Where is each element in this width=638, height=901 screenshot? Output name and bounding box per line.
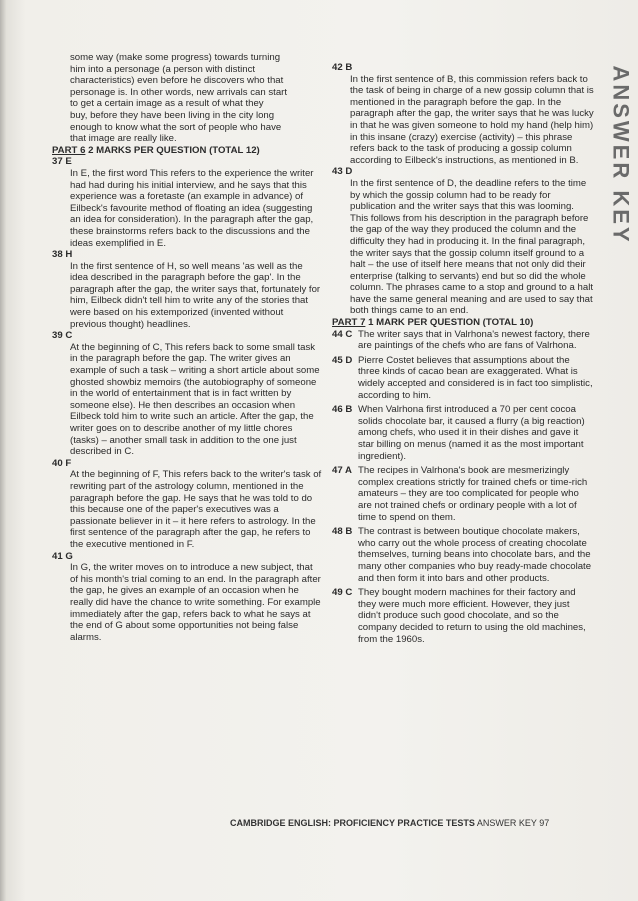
answer-explanation: The recipes in Valrhona's book are mesmerizingly complex creations strictly for trained chefs or time-rich amateurs – they are too complicated for people who are not trained chefs or ordinary people with a lot of time to spend on them. [358,465,588,523]
side-tab-label: ANSWER KEY [609,65,634,245]
part7-marks: 1 MARK PER QUESTION (TOTAL 10) [368,317,534,329]
answer-number: 44 C [332,328,353,340]
part7-label: PART 7 [332,317,366,329]
right-column [332,62,594,648]
answer-item [332,526,594,584]
intro-line: some way (make some progress) towards turning [70,52,281,63]
answer-explanation: In the first sentence of B, this commission refers back to the task of being in charge of a new gossip column that is mentioned in the paragraph before the gap. In the paragraph after the gap, the writer says that he was lucky in that he was given someone to hold my hand (help him) in this insane (crazy) exercise (activity) – this phrase refers back to the task of producing a gossip column according to Eilbeck's instructions, as mentioned in B. [350,73,594,166]
part6-marks: 2 MARKS PER QUESTION (TOTAL 12) [88,144,260,156]
answer-explanation: At the beginning of C, This refers back to some small task in the paragraph before the gap. The writer gives an example of such a task – writing a short article about some ghosted showbiz memoirs (the autobiography of someone in the world of entertainment that is in fact written by someone else). He then describes an occasion when Eilbeck told him to write such an article. After the gap, the writer goes on to describe another of my little chores (tasks) – another small task in addition to the one just described in C. [70,341,320,458]
answer-item [332,355,594,401]
answer-number: 45 D [332,354,353,366]
answer-number: 46 B [332,404,353,416]
answer-number: 48 B [332,526,353,538]
answer-number: 43 D [332,166,353,178]
intro-line: that image are really like. [70,133,177,145]
answer-explanation: They bought modern machines for their factory and they were much more efficient. However, they just didn't produce such good chocolate, and so the company decided to return to using the old machines, from the 1960s. [358,587,586,645]
answer-explanation: The contrast is between boutique chocolate makers, who carry out the whole process of creating chocolate themselves, turning beans into chocolate bars, and the many other companies who buy ready-made chocolate and then form it into bars and other products. [358,526,592,584]
answer-item [332,329,594,352]
answer-number: 40 F [52,457,72,469]
intro-line: personage is. In other words, new arrivals can start [70,86,288,98]
intro-line: buy, before they have been living in the city long [70,109,275,121]
answer-item [332,404,594,462]
answer-explanation: In E, the first word This refers to the experience the writer had had during his initial interview, and he says that this experience was a foretaste (an example in advance) of Eilbeck's favourite method of floating an idea (suggesting an idea for consideration). In the paragraph after the gap, these brainstorms refers back to the discussions and the ideas exemplified in E. [70,167,314,249]
answer-explanation: In the first sentence of D, the deadline refers to the time by which the gossip column had to be ready for publication and the writer says that this was looming. This follows from his description in the paragraph before the gap of the way they produced the column and the difficulty they had in producing it. In the final paragraph, the writer says that the gossip column itself ground to a halt – the use of itself here means that not only did their enterprise (talking to servants) end but so did the whole column. The phrases came to a stop and ground to a halt have the same general meaning and are used to say that both things came to an end. [350,177,594,317]
side-tab [606,60,636,250]
intro-line: him into a personage (a person with distinct [70,63,256,75]
answer-explanation: In G, the writer moves on to introduce a new subject, that of his month's trial coming to an end. In the paragraph after the gap, he gives an example of an occasion when he really did have the chance to write something. For example immediately after the gap, refers back to what he says at the end of G about some opportunities not being false alarms. [70,562,321,643]
intro-paragraph [52,52,322,145]
answer-explanation: When Valrhona first introduced a 70 per cent cocoa solids chocolate bar, it caused a flurry (a big reaction) among chefs, who used it in their dishes and gave it star billing on menus (named it as the most important ingredient). [358,404,585,462]
answer-number: 38 H [52,249,73,261]
left-column [52,52,322,643]
answer-number: 42 B [332,62,353,73]
part6-heading [52,145,322,157]
answer-number: 39 C [52,330,73,342]
answer-explanation: Pierre Costet believes that assumptions about the three kinds of cacao bean are exaggerated. What is widely accepted and considered is in fact too simplistic, according to him. [358,354,593,401]
intro-line: characteristics) even before he discovers who that [70,75,284,87]
part6-label: PART 6 [52,144,86,156]
intro-line: to get a certain image as a result of what they [70,98,264,110]
footer-section: ANSWER KEY [476,818,537,828]
answer-explanation: At the beginning of F, This refers back to the writer's task of rewriting part of the astrology column, mentioned in the paragraph before the gap. He says that he was told to do this because one of the paper's executives was a passionate believer in it – it here refers to astrology. In the first sentence of the paragraph after the gap, he refers to the executive mentioned in F. [70,469,322,550]
page-footer [230,818,610,828]
answer-number: 47 A [332,465,352,477]
part7-heading [332,317,594,329]
page-number: 97 [539,818,550,828]
answer-explanation: In the first sentence of H, so well means 'as well as the idea described in the paragraph before the gap'. In the paragraph after the gap, the writer says that, fortunately for him, Eilbeck didn't tell him to write any of the stories that were based on his extemporized (invented without previous thought) headlines. [70,260,321,330]
answer-item [332,587,594,645]
answer-item [332,465,594,523]
intro-line: enough to know what the sort of people who have [70,121,282,133]
footer-title: CAMBRIDGE ENGLISH: PROFICIENCY PRACTICE TESTS [230,818,475,828]
answer-number: 41 G [52,550,73,562]
answer-number: 49 C [332,587,353,599]
page-binding-shadow [0,0,6,901]
answer-explanation: The writer says that in Valrhona's newest factory, there are paintings of the chefs who are fans of Valrhona. [358,328,590,352]
answer-number: 37 E [52,156,72,168]
